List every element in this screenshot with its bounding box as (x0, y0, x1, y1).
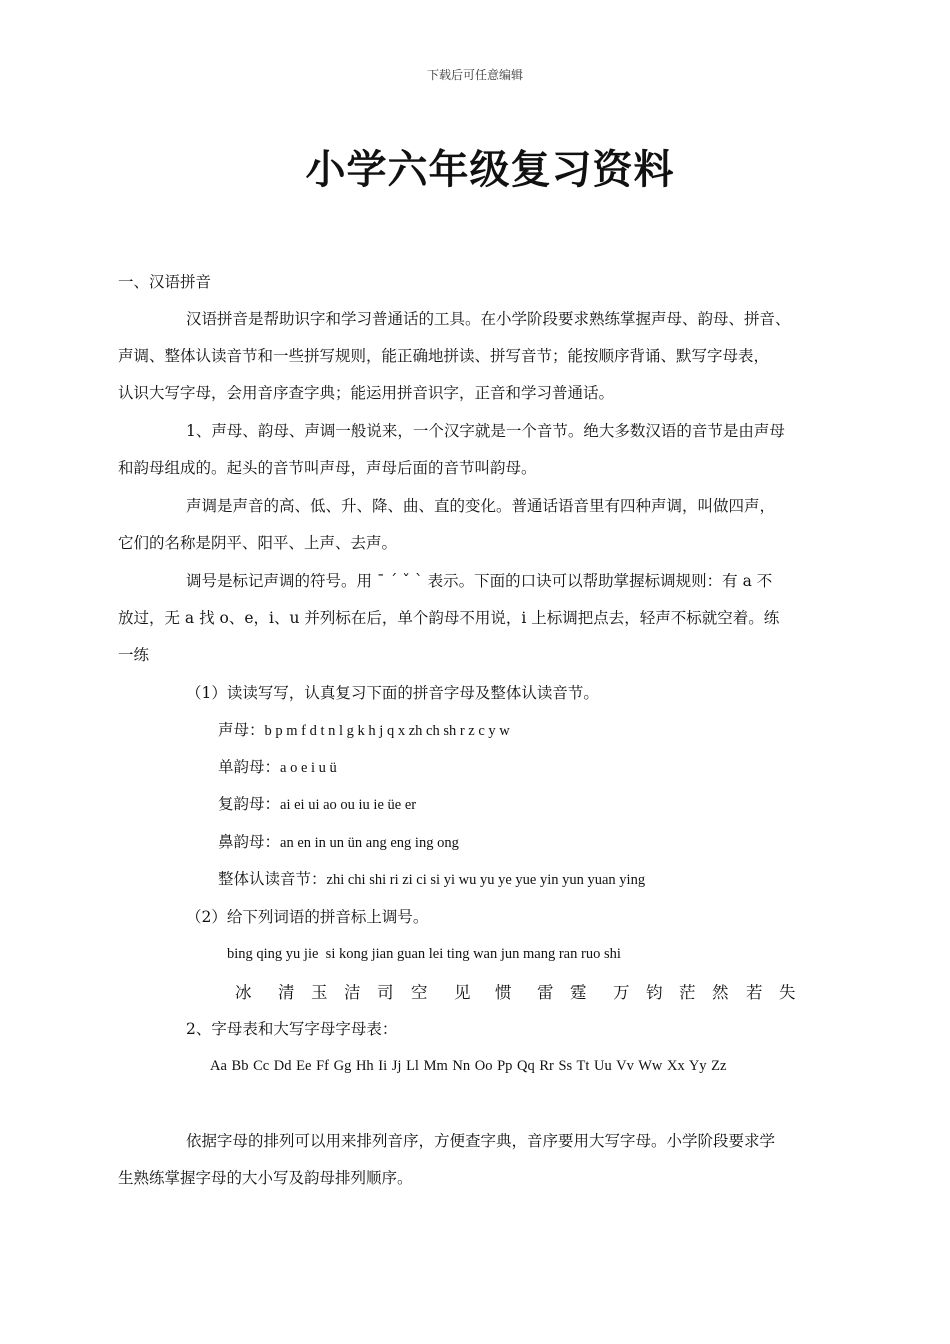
word-character: 司 (377, 983, 394, 1002)
word-character: 清 (278, 983, 295, 1002)
para1-line-1: 1、声母、韵母、声调一般说来，一个汉字就是一个音节。绝大多数汉语的音节是由声母 (186, 422, 785, 440)
intro-line-2: 声调、整体认读音节和一些拼写规则，能正确地拼读、拼写音节；能按顺序背诵、默写字母表， (118, 347, 770, 365)
word-character: 茫 (679, 983, 696, 1002)
compound-finals-label: 复韵母： (218, 795, 281, 813)
simple-finals-value: a o e i u ü (280, 760, 337, 776)
initials-label: 声母： (218, 721, 265, 739)
page-header-note: 下载后可任意编辑 (426, 68, 523, 82)
para2-line-2: 它们的名称是阴平、阳平、上声、去声。 (118, 534, 398, 552)
exercise2-heading: （2）给下列词语的拼音标上调号。 (186, 908, 429, 926)
section-heading-pinyin: 一、汉语拼音 (118, 273, 212, 291)
word-character: 空 (411, 983, 428, 1002)
para2-line-1: 声调是声音的高、低、升、降、曲、直的变化。普通话语音里有四种声调，叫做四声， (186, 497, 776, 515)
para3-line-3: 一练 (118, 646, 150, 664)
para1-line-2: 和韵母组成的。起头的音节叫声母，声母后面的音节叫韵母。 (118, 459, 537, 477)
initials-row (218, 712, 510, 750)
simple-finals-row (218, 749, 337, 787)
nasal-finals-value: an en in un ün ang eng ing ong (280, 835, 459, 851)
simple-finals-label: 单韵母： (218, 758, 281, 776)
word-character: 万 (613, 983, 630, 1002)
whole-syllables-row (218, 861, 645, 899)
para5-line-1: 依据字母的排列可以用来排列音序，方便查字典，音序要用大写字母。小学阶段要求学 (186, 1132, 776, 1150)
document-title: 小学六年级复习资料 (305, 147, 675, 193)
exercise1-heading: （1）读读写写，认真复习下面的拼音字母及整体认读音节。 (186, 684, 599, 702)
whole-syllables-value: zhi chi shi ri zi ci si yi wu yu ye yue yin yun yuan ying (326, 872, 646, 888)
para3-line-2: 放过，无 a 找 o、e，i、u 并列标在后，单个韵母不用说，i 上标调把点去，轻声不标就空着。练 (118, 609, 780, 627)
initials-value: b p m f d t n l g k h j q x zh ch sh r z c y w (264, 723, 510, 739)
word-character: 冰 (235, 983, 252, 1002)
word-character: 然 (712, 983, 729, 1002)
compound-finals-row (218, 786, 416, 824)
whole-syllables-label: 整体认读音节： (218, 870, 327, 888)
word-character: 若 (746, 983, 763, 1002)
word-character: 失 (779, 983, 796, 1002)
word-character: 雷 (537, 983, 554, 1002)
alphabet-list: Aa Bb Cc Dd Ee Ff Gg Hh Ii Jj Ll Mm Nn Oo Pp Qq Rr Ss Tt Uu Vv Ww Xx Yy Zz (210, 1058, 727, 1074)
exercise2-pinyin: bing qing yu jie si kong jian guan lei ting wan jun mang ran ruo shi (227, 946, 621, 962)
word-character: 钧 (646, 983, 663, 1002)
word-character: 玉 (311, 983, 328, 1002)
word-character: 惯 (495, 983, 512, 1002)
word-character: 霆 (570, 983, 587, 1002)
word-character: 见 (454, 983, 471, 1002)
exercise2-characters (0, 979, 950, 1005)
word-character: 洁 (344, 983, 361, 1002)
para3-line-1: 调号是标记声调的符号。用 ˉ ˊ ˇ ˋ 表示。下面的口诀可以帮助掌握标调规则：有 a 不 (186, 572, 773, 590)
nasal-finals-row (218, 824, 459, 862)
para5-line-2: 生熟练掌握字母的大小写及韵母排列顺序。 (118, 1169, 413, 1187)
compound-finals-value: ai ei ui ao ou iu ie üe er (280, 797, 417, 813)
nasal-finals-label: 鼻韵母： (218, 833, 281, 851)
intro-line-1: 汉语拼音是帮助识字和学习普通话的工具。在小学阶段要求熟练掌握声母、韵母、拼音、 (186, 310, 791, 328)
intro-line-3: 认识大写字母，会用音序查字典；能运用拼音识字，正音和学习普通话。 (118, 384, 615, 402)
para4-heading: 2、字母表和大写字母字母表： (186, 1020, 398, 1038)
